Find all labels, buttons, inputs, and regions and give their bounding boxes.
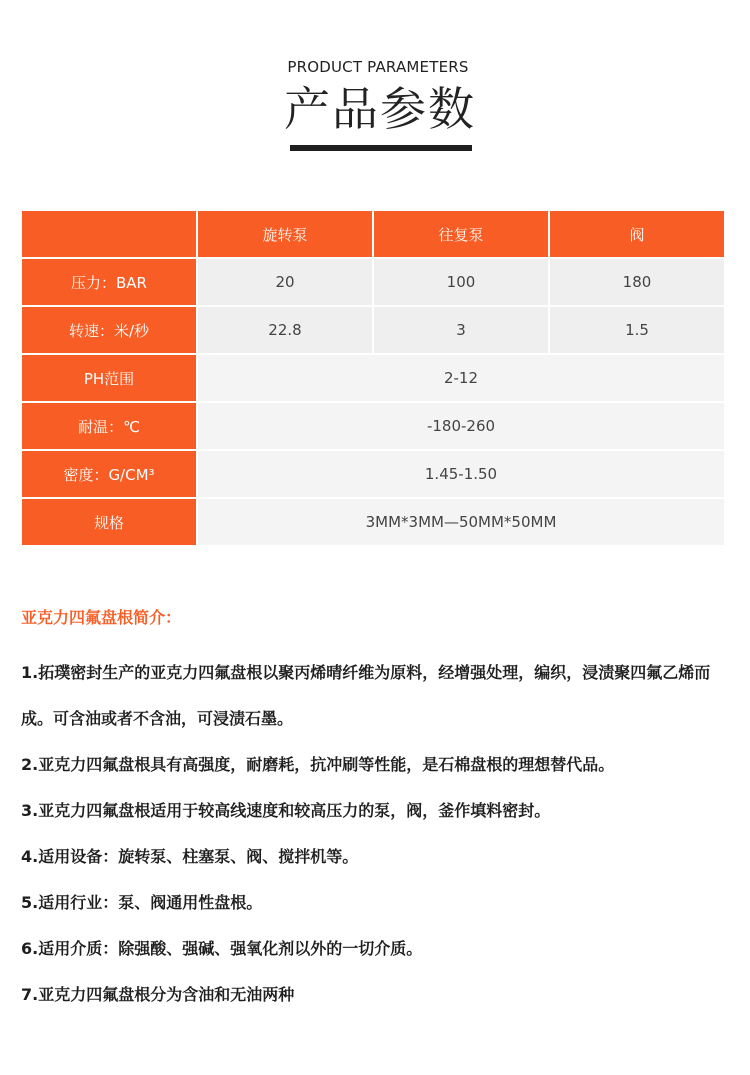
table-cell: 20: [198, 259, 372, 305]
table-cell: 100: [374, 259, 548, 305]
row-label: PH范围: [22, 355, 196, 401]
table-cell: 1.5: [550, 307, 724, 353]
list-item: 6.适用介质：除强酸、强碱、强氧化剂以外的一切介质。: [21, 939, 423, 958]
column-header: 阀: [550, 211, 724, 257]
page-title: 产品参数: [284, 82, 476, 136]
list-item: 3.亚克力四氟盘根适用于较高线速度和较高压力的泵，阀，釜作填料密封。: [21, 801, 551, 820]
table-header-row: [22, 211, 724, 257]
row-label: 耐温：℃: [22, 403, 196, 449]
table-row: [22, 403, 724, 449]
list-item: 2.亚克力四氟盘根具有高强度，耐磨耗，抗冲刷等性能，是石棉盘根的理想替代品。: [21, 755, 615, 774]
row-label: 压力：BAR: [22, 259, 196, 305]
table-row: [22, 307, 724, 353]
table-cell: 1.45-1.50: [198, 451, 724, 497]
parameters-table: [20, 209, 726, 547]
table-cell: 3MM*3MM—50MM*50MM: [198, 499, 724, 545]
table-cell: -180-260: [198, 403, 724, 449]
title-underline: [290, 145, 472, 151]
table-row: [22, 355, 724, 401]
list-item: 5.适用行业：泵、阀通用性盘根。: [21, 893, 263, 912]
column-header: 旋转泵: [198, 211, 372, 257]
table-cell: 180: [550, 259, 724, 305]
intro-list: [21, 650, 733, 1018]
table-cell: 3: [374, 307, 548, 353]
list-item: 4.适用设备：旋转泵、柱塞泵、阀、搅拌机等。: [21, 847, 359, 866]
table-row: [22, 451, 724, 497]
table-cell: 2-12: [198, 355, 724, 401]
table-cell: 22.8: [198, 307, 372, 353]
row-label: 转速：米/秒: [22, 307, 196, 353]
product-intro: [21, 606, 733, 1018]
table-row: [22, 259, 724, 305]
list-item: 7.亚克力四氟盘根分为含油和无油两种: [21, 985, 295, 1004]
column-header: 往复泵: [374, 211, 548, 257]
section-header: [0, 0, 750, 160]
intro-heading: 亚克力四氟盘根简介：: [21, 608, 182, 627]
section-subtitle: PRODUCT PARAMETERS: [287, 58, 469, 76]
row-label: 密度：G/CM³: [22, 451, 196, 497]
row-label: 规格: [22, 499, 196, 545]
table-row: [22, 499, 724, 545]
list-item: 1.拓璞密封生产的亚克力四氟盘根以聚丙烯晴纤维为原料，经增强处理，编织，浸渍聚四氟乙烯而成。可含油或者不含油，可浸渍石墨。: [21, 663, 711, 728]
table-corner-cell: [22, 211, 196, 257]
